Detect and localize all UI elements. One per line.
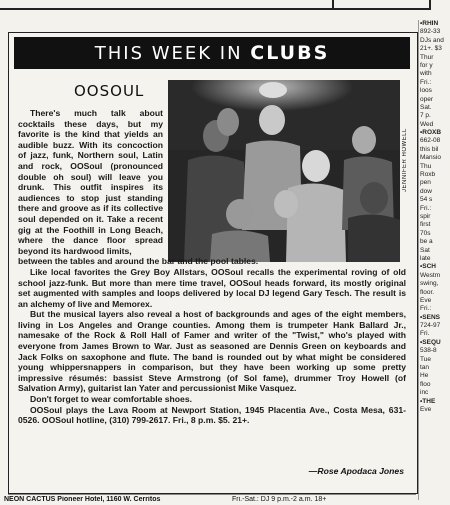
listing-line: spir xyxy=(420,212,431,220)
listing-line: Sat. xyxy=(420,103,432,111)
listing-line: 54 s xyxy=(420,196,433,204)
paragraph-intro-cont: between the tables and around the bar and the pool tables. xyxy=(18,256,259,267)
listing-line: •RHIN xyxy=(420,20,439,27)
listing-line: be a xyxy=(420,238,433,246)
listing-line: Eve xyxy=(420,296,432,304)
listing-line: 538-8 xyxy=(420,347,437,355)
listing-line: •SEQU xyxy=(420,338,441,346)
paragraph-intro: There's much talk about cocktails these days, but my favorite is the kind that yields an audible buzz. With its concoction of jazz, funk, Northern soul, Latin and rock, OOSoul (pronounced double oh soul) will leave you drunk. This outfit inspires its audiences to stop just standing there and groove as if its collective soul depended on it. Take a recent gig at the Foothill in Long Beach, where the dance floor spread beyond its hardwood limits, xyxy=(18,108,163,256)
listing-line: 724-97 xyxy=(420,322,441,330)
listing-neon-cactus: NEON CACTUS Pioneer Hotel, 1160 W. Cerritos xyxy=(4,496,161,503)
listing-bottom-middle: Fri.-Sat.: DJ 9 p.m.-2 a.m. 18+ xyxy=(232,496,327,503)
listing-line: Sat xyxy=(420,246,430,254)
listings-column xyxy=(420,20,450,505)
listing-line: •ROXB xyxy=(420,129,442,137)
listing-line: Wed xyxy=(420,120,434,128)
listing-line: Thur xyxy=(420,53,434,61)
listing-line: Thu xyxy=(420,162,432,170)
listing-line: first xyxy=(420,221,431,229)
section-banner xyxy=(14,37,410,69)
listing-line: loos xyxy=(420,87,432,95)
listing-line: dow xyxy=(420,187,432,195)
listing-line: Fri.: xyxy=(420,204,432,212)
banner-prefix: THIS WEEK IN xyxy=(94,43,251,64)
listing-line: 21+. $3 xyxy=(420,45,442,53)
paragraph-members: But the musical layers also reveal a host of backgrounds and ages of the eight members, living in Los Angeles and Orange counties. Among them is trumpeter Hank Ballard Jr., namesake of the Rock & Roll Hall of Famer and writer of the "Twist," who's played with everyone from James Brown to War. Just as seasoned are Dennis Green on keyboards and Jack Folks on saxophone and flute. The band is rounded out by what might be considered young whippersnappers in comparison, but they have been working up some pretty impressive résumés: bassist Steve Armstrong (of Sol fame), drummer Troy Howell (of Salvation Army), guitarist Ian Yater and percussionist Mike Vasquez. xyxy=(18,309,406,394)
listing-line: floor. xyxy=(420,288,435,296)
article-headline: OOSOUL xyxy=(74,82,145,100)
listing-line: oper xyxy=(420,95,434,103)
listing-line: inc xyxy=(420,389,429,397)
listing-line: with xyxy=(420,70,432,78)
listing-line: DJs and xyxy=(420,36,444,44)
listing-line: pen xyxy=(420,179,431,187)
listing-line: floo xyxy=(420,380,431,388)
listing-line: tan xyxy=(420,364,430,372)
listing-line: late xyxy=(420,254,431,262)
listing-line: Roxb xyxy=(420,171,436,179)
listing-line: Tue xyxy=(420,355,431,363)
banner-emphasis: CLUBS xyxy=(250,42,330,64)
listing-line: for y xyxy=(420,61,433,69)
listing-line: Westm xyxy=(420,271,441,279)
listing-line: 662-08 xyxy=(420,137,441,145)
byline: —Rose Apodaca Jones xyxy=(308,466,404,476)
column-rule xyxy=(418,20,419,500)
listing-line: •SCH xyxy=(420,263,436,271)
listing-line: 7 p. xyxy=(420,112,431,120)
listing-line: •SENS xyxy=(420,313,440,321)
listing-line: Fri.: xyxy=(420,305,432,313)
listing-line: swing, xyxy=(420,280,439,288)
bottom-rule xyxy=(8,494,416,495)
paragraph-venue: OOSoul plays the Lava Room at Newport Station, 1945 Placentia Ave., Costa Mesa, 631-0526. OOSoul hotline, (310) 799-2617. Fri., 8 p.m. $5. 21+. xyxy=(18,404,406,426)
listing-line: Fri. xyxy=(420,330,430,338)
listing-line: Eve xyxy=(420,405,432,413)
listing-line: Fri.: xyxy=(420,78,432,86)
listing-line: He xyxy=(420,372,429,380)
photo-credit: JENNIFER HOWELL xyxy=(402,128,408,192)
paragraph-shoes: Don't forget to wear comfortable shoes. xyxy=(30,394,193,405)
paragraph-grey-boy: Like local favorites the Grey Boy Allstars, OOSoul recalls the experimental roving of old school jazz-funk. But more than mere time travel, OOSoul heads forward, its mostly original set augmented with samples and loops delivered by local DJ legend Gary Tesch. The result is an alchemy of live and Memorex. xyxy=(18,266,406,309)
listing-line: 70s xyxy=(420,229,431,237)
listing-line: this bil xyxy=(420,145,439,153)
listing-line: •THE xyxy=(420,397,436,405)
listing-line: 892-33 xyxy=(420,28,441,36)
article-body xyxy=(18,98,406,426)
listing-line: Mansio xyxy=(420,154,441,162)
top-box xyxy=(332,0,431,10)
